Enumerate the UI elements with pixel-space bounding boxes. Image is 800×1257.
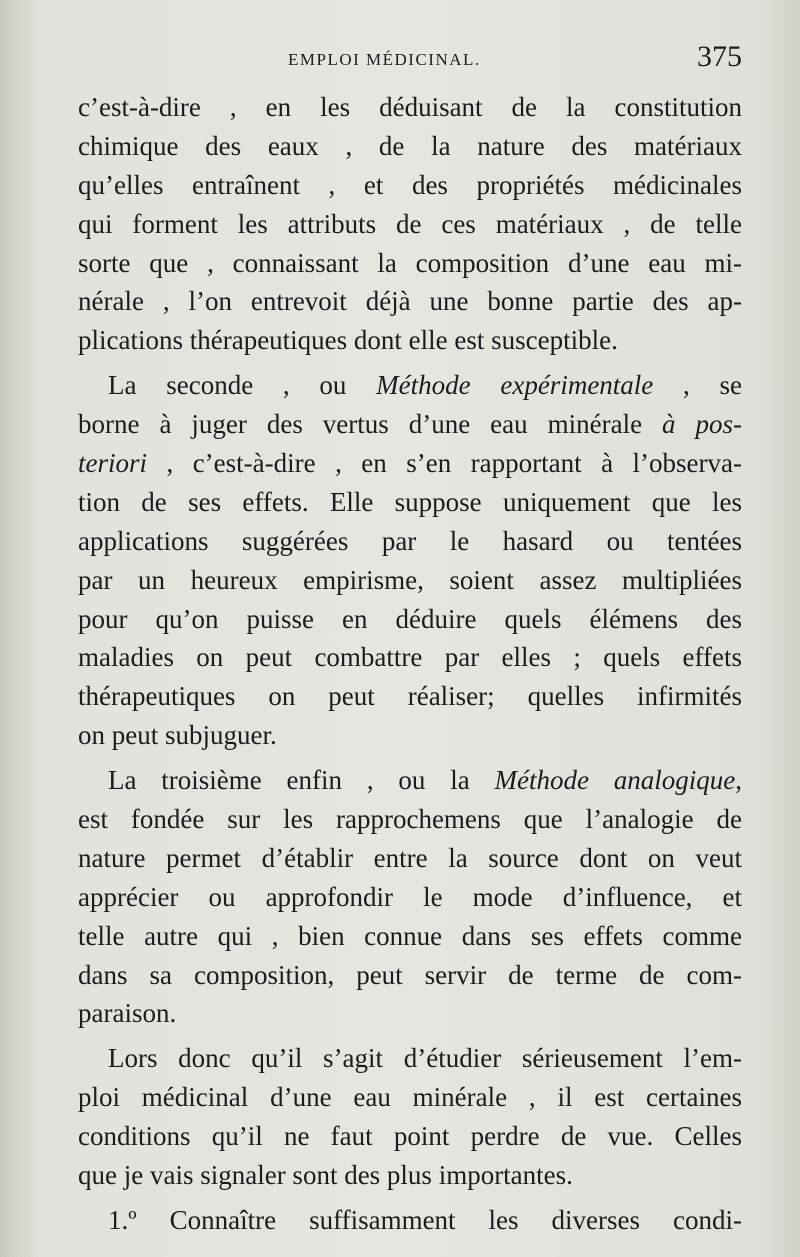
text-segment: paraison.	[78, 998, 177, 1029]
text-line	[78, 761, 742, 800]
text-line	[78, 716, 742, 755]
text-segment: que je vais signaler sont des plus importantes.	[78, 1160, 573, 1191]
text-segment: maladies on peut combattre par elles ; quels effets	[78, 642, 742, 673]
text-line	[78, 839, 742, 878]
text-line	[78, 205, 742, 244]
text-segment: Lors donc qu’il s’agit d’étudier sérieusement l’em-	[108, 1043, 742, 1074]
text-line	[78, 878, 742, 917]
text-line	[78, 483, 742, 522]
text-segment: ,	[735, 765, 742, 796]
text-line	[78, 444, 742, 483]
text-segment: est fondée sur les rapprochemens que l’analogie de	[78, 804, 742, 835]
text-segment: La troisième enfin , ou la	[108, 765, 495, 796]
italic-text: teriori	[78, 448, 148, 479]
text-line	[78, 600, 742, 639]
text-segment: ploi médicinal d’une eau minérale , il est certaines	[78, 1082, 742, 1113]
page-number: 375	[697, 40, 742, 73]
paragraph	[78, 1201, 742, 1240]
text-line	[78, 522, 742, 561]
text-segment: nérale , l’on entrevoit déjà une bonne partie des ap-	[78, 286, 742, 317]
text-line	[78, 1117, 742, 1156]
text-segment: qu’elles entraînent , et des propriétés médicinales	[78, 169, 742, 200]
text-segment: dans sa composition, peut servir de terme de com-	[78, 959, 742, 990]
text-line	[78, 1039, 742, 1078]
paragraph	[78, 1039, 742, 1195]
body-text	[78, 88, 742, 1240]
text-line	[78, 1078, 742, 1117]
text-segment: thérapeutiques on peut réaliser; quelles infirmités	[78, 681, 742, 712]
text-line	[78, 405, 742, 444]
text-line	[78, 800, 742, 839]
text-segment: , se	[653, 370, 743, 401]
text-segment: qui forment les attributs de ces matériaux , de telle	[78, 208, 742, 239]
text-segment: borne à juger des vertus d’une eau minérale	[78, 409, 663, 440]
italic-text: à pos-	[662, 409, 742, 440]
text-segment: apprécier ou approfondir le mode d’influence, et	[78, 881, 742, 912]
italic-text: Méthode expérimentale	[376, 370, 654, 401]
text-segment: on peut subjuguer.	[78, 720, 277, 751]
text-line	[78, 366, 742, 405]
text-line	[78, 994, 742, 1033]
text-segment: conditions qu’il ne faut point perdre de vue. Celles	[78, 1121, 742, 1152]
text-segment: La seconde , ou	[108, 370, 377, 401]
text-line	[78, 561, 742, 600]
paragraph	[78, 88, 742, 360]
text-line	[78, 638, 742, 677]
text-segment: c’est-à-dire , en les déduisant de la constitution	[78, 92, 742, 122]
text-line	[78, 166, 742, 205]
text-line	[78, 127, 742, 166]
text-line	[78, 282, 742, 321]
text-segment: telle autre qui , bien connue dans ses effets comme	[78, 920, 742, 951]
running-head	[78, 40, 742, 80]
text-segment: 1.º Connaître suffisamment les diverses condi-	[108, 1204, 742, 1235]
text-line	[78, 88, 742, 127]
text-line	[78, 956, 742, 995]
text-segment: pour qu’on puisse en déduire quels élémens des	[78, 603, 742, 634]
text-segment: , c’est-à-dire , en s’en rapportant à l’observa-	[147, 448, 742, 479]
text-segment: plications thérapeutiques dont elle est susceptible.	[78, 325, 618, 356]
text-line	[78, 1201, 742, 1240]
running-title: EMPLOI MÉDICINAL.	[288, 50, 481, 69]
text-line	[78, 677, 742, 716]
text-segment: applications suggérées par le hasard ou tentées	[78, 525, 742, 556]
text-line	[78, 1156, 742, 1195]
italic-text: Méthode analogique	[494, 765, 736, 796]
text-segment: chimique des eaux , de la nature des matériaux	[78, 130, 742, 161]
text-segment: sorte que , connaissant la composition d’une eau mi-	[78, 247, 742, 278]
text-segment: nature permet d’établir entre la source dont on veut	[78, 842, 742, 873]
text-line	[78, 244, 742, 283]
paragraph	[78, 366, 742, 755]
text-line	[78, 321, 742, 360]
text-segment: tion de ses effets. Elle suppose uniquement que les	[78, 486, 742, 517]
text-line	[78, 917, 742, 956]
text-segment: par un heureux empirisme, soient assez multipliées	[78, 564, 742, 595]
paragraph	[78, 761, 742, 1033]
